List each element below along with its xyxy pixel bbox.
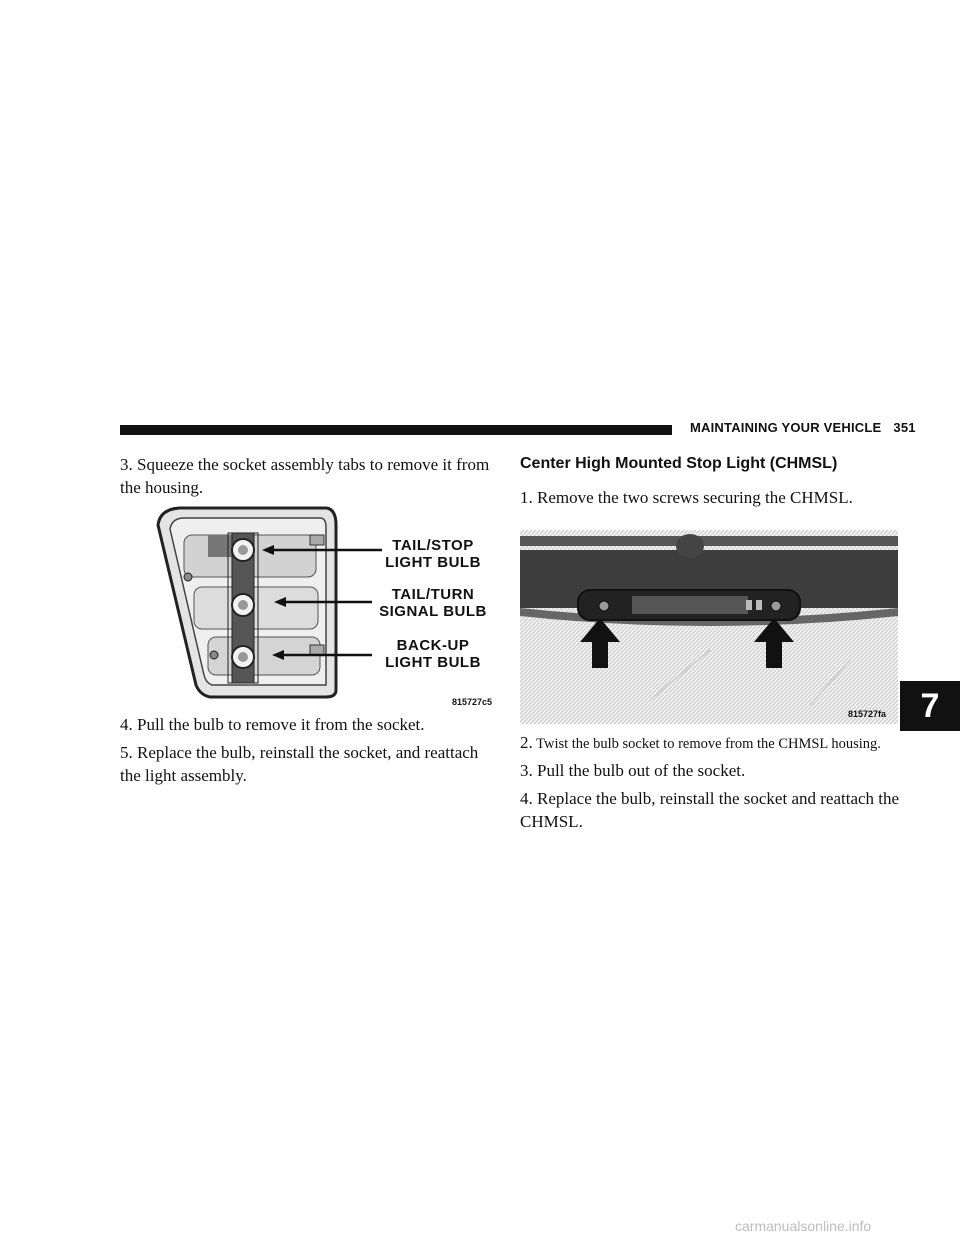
page-number: 351: [893, 420, 916, 435]
figure-code-left: 815727c5: [452, 697, 493, 707]
header-rule: [120, 425, 672, 435]
label-tail-stop: TAIL/STOP LIGHT BULB: [385, 537, 481, 571]
label-tail-turn: TAIL/TURN SIGNAL BULB: [379, 586, 487, 620]
caption-number: 2.: [520, 733, 533, 752]
chmsl-heading: Center High Mounted Stop Light (CHMSL): [520, 455, 838, 472]
running-header: [690, 420, 916, 435]
watermark-link[interactable]: carmanualsonline.info: [735, 1218, 872, 1234]
chmsl-illustration: [520, 530, 898, 724]
figure-caption: [520, 733, 881, 753]
figure-code-right: 815727fa: [848, 709, 887, 719]
chmsl-step-3-text: 3. Pull the bulb out of the socket.: [520, 761, 746, 780]
label-back-up: BACK-UP LIGHT BULB: [385, 637, 481, 671]
section-title: MAINTAINING YOUR VEHICLE: [690, 420, 882, 435]
chmsl-step-4-text: 4. Replace the bulb, reinstall the socket and reattach the CHMSL.: [520, 789, 900, 831]
step-5-text: 5. Replace the bulb, reinstall the socket, and reattach the light assembly.: [120, 743, 479, 785]
chmsl-step-1-text: 1. Remove the two screws securing the CHMSL.: [520, 488, 853, 507]
caption-text: Twist the bulb socket to remove from the CHMSL housing.: [536, 736, 881, 752]
chapter-tab[interactable]: 7: [900, 681, 960, 731]
step-3-text: 3. Squeeze the socket assembly tabs to remove it from the housing.: [120, 455, 490, 497]
step-4-text: 4. Pull the bulb to remove it from the socket.: [120, 715, 425, 734]
